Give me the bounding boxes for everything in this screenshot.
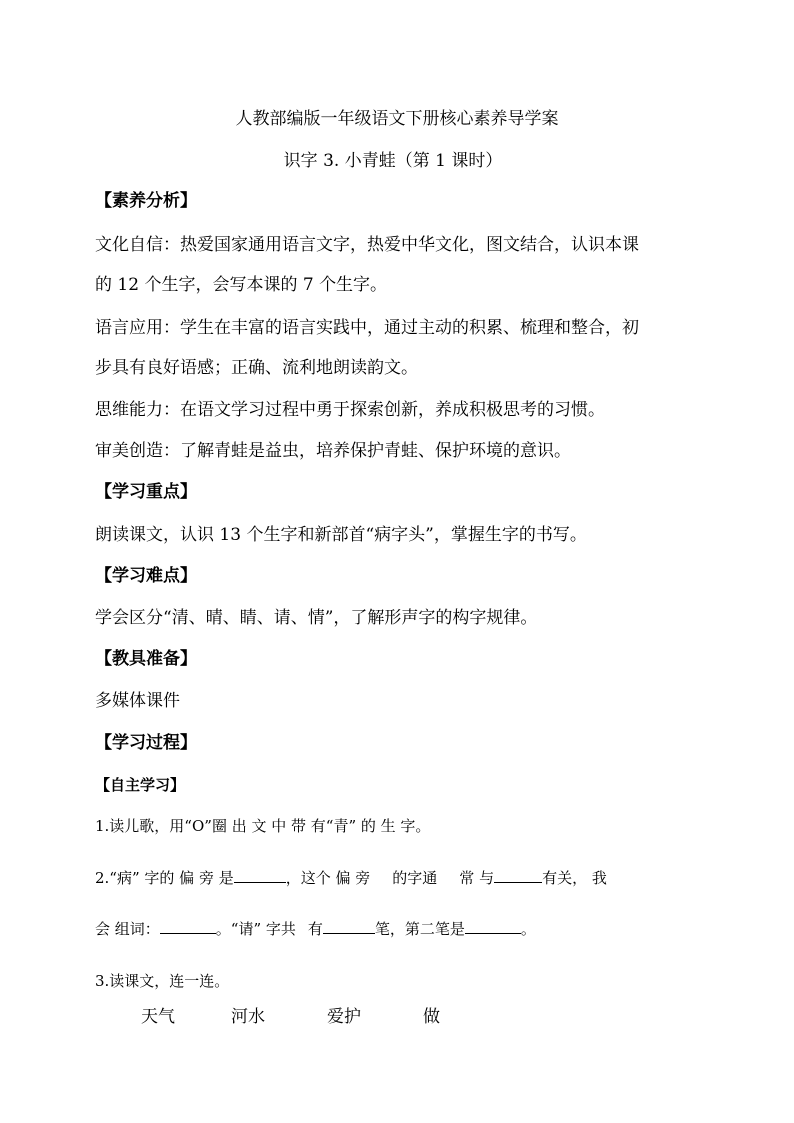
word-item: 天气 — [141, 1007, 175, 1027]
question-1: 1.读儿歌，用“O”圈 出 文 中 带 有“青” 的 生 字。 — [95, 817, 431, 835]
q2-part-b: ，这个 偏 旁 — [285, 869, 371, 887]
q2-part-a: 2.“病” 字的 偏 旁 是 — [95, 869, 234, 887]
question-3: 3.读课文，连一连。 — [95, 972, 230, 990]
answer-blank-radical[interactable] — [234, 868, 286, 883]
heading-process: 【学习过程】 — [95, 733, 197, 753]
q2-part-c: 的字通 — [392, 869, 438, 887]
q2-part-f: 会 组词： — [95, 920, 160, 938]
answer-blank-words[interactable] — [160, 919, 216, 934]
culture-line-2: 的 12 个生字，会写本课的 7 个生字。 — [95, 275, 388, 295]
language-line-2: 步具有良好语感；正确、流利地朗读韵文。 — [95, 358, 418, 378]
difficulty-text: 学会区分“清、晴、睛、请、情”，了解形声字的构字规律。 — [95, 608, 538, 628]
question-2-line-1 — [95, 867, 607, 889]
word-item: 爱护 — [327, 1007, 361, 1027]
word-item: 河水 — [231, 1007, 265, 1027]
lesson-subtitle: 识字 3. 小青蛙（第 1 课时） — [283, 151, 503, 171]
culture-line-1: 文化自信：热爱国家通用语言文字，热爱中华文化，图文结合，认识本课 — [95, 235, 639, 255]
word-item: 做 — [423, 1007, 440, 1027]
answer-blank-related[interactable] — [494, 868, 542, 883]
q2-part-h: 有 — [307, 920, 323, 938]
q2-part-i: 笔，第二笔是 — [374, 920, 465, 938]
answer-blank-second-stroke[interactable] — [465, 919, 521, 934]
q2-part-e: 有关， 我 — [542, 869, 607, 887]
q2-part-d: 常 与 — [459, 869, 495, 887]
q2-part-j: 。 — [520, 920, 536, 938]
answer-blank-strokes[interactable] — [323, 919, 375, 934]
heading-focus: 【学习重点】 — [95, 482, 197, 502]
document-title: 人教部编版一年级语文下册核心素养导学案 — [235, 109, 559, 129]
heading-literacy: 【素养分析】 — [95, 191, 197, 211]
aesthetic-line: 审美创造：了解青蛙是益虫，培养保护青蛙、保护环境的意识。 — [95, 441, 571, 461]
heading-self-study: 【自主学习】 — [95, 776, 186, 794]
q2-part-g: 。“请” 字共 — [215, 920, 296, 938]
tools-text: 多媒体课件 — [95, 691, 180, 711]
focus-text: 朗读课文，认识 13 个生字和新部首“病字头”，掌握生字的书写。 — [95, 525, 587, 545]
heading-difficulty: 【学习难点】 — [95, 566, 197, 586]
heading-tools: 【教具准备】 — [95, 649, 197, 669]
thinking-line: 思维能力：在语文学习过程中勇于探索创新，养成积极思考的习惯。 — [95, 400, 605, 420]
language-line-1: 语言应用：学生在丰富的语言实践中，通过主动的积累、梳理和整合，初 — [95, 318, 639, 338]
question-2-line-2 — [95, 918, 536, 940]
